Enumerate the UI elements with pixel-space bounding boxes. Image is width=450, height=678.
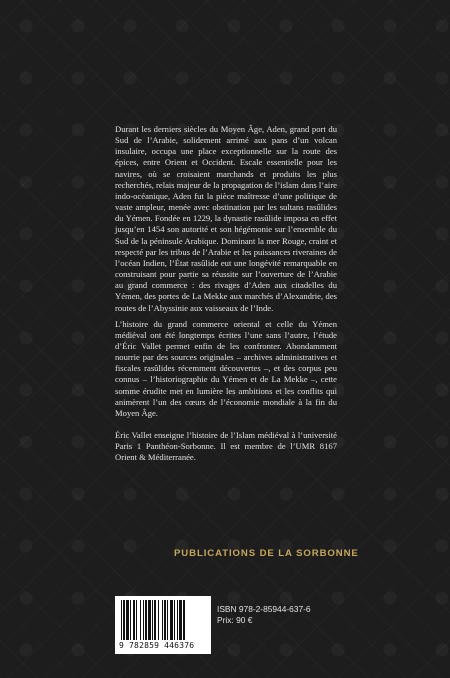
book-summary [115,124,337,469]
barcode [115,596,211,654]
author-bio: Éric Vallet enseigne l’histoire de l’Islam médiéval à l’université Paris 1 Panthéon-Sorbonne. Il est membre de l’UMR 8167 Orient & Méditerranée. [115,430,337,463]
barcode-bars [121,600,205,640]
publisher-name: PUBLICATIONS DE LA SORBONNE [174,548,359,559]
barcode-digits: 9 782859 446376 [119,641,195,650]
isbn-number: ISBN 978-2-85944-637-6 [217,604,311,614]
summary-paragraph-1: Durant les derniers siècles du Moyen Âge, Aden, grand port du Sud de l’Arabie, solidement arrimé aux pans d’un volcan insulaire, occupa une place exceptionnelle sur la route des épices, entre Orient et Occident. Escale essentielle pour les navires, où se croisaient marchands et produits les plus recherchés, relais majeur de la propagation de l’islam dans l’aire indo-océanique, Aden fut la pièce maîtresse d’une politique de vaste ampleur, menée avec obstination par les sultans rasûlides du Yémen. Fondée en 1229, la dynastie rasûlide imposa en effet jusqu’en 1454 son autorité et son hégémonie sur l’ensemble du Sud de la péninsule Arabique. Dominant la mer Rouge, craint et respecté par les tribus de l’Arabie et les puissances riveraines de l’océan Indien, l’État rasûlide eut une longévité remarquable en construisant pour partie sa réussite sur l’ouverture de l’Arabie au grand commerce : des rivages d’Aden aux citadelles du Yémen, des portes de La Mekke aux marchés d’Alexandrie, des routes de l’Abyssinie aux vaisseaux de l’Inde. [115,124,337,313]
summary-paragraph-2: L’histoire du grand commerce oriental et celle du Yémen médiéval ont été longtemps écrites l’une sans l’autre, l’étude d’Éric Vallet permet enfin de les confronter. Abondamment nourrie par des sources originales – archives administratives et fiscales rasûlides récemment découvertes –, et des corpus peu connus – l’historiographie du Yémen et de La Mekke –, cette somme érudite met en lumière les ambitions et les conflits qui animèrent l’un des cœurs de l’économie mondiale à la fin du Moyen Âge. [115,318,337,418]
isbn-block [217,604,311,626]
price: Prix: 90 € [217,615,253,625]
